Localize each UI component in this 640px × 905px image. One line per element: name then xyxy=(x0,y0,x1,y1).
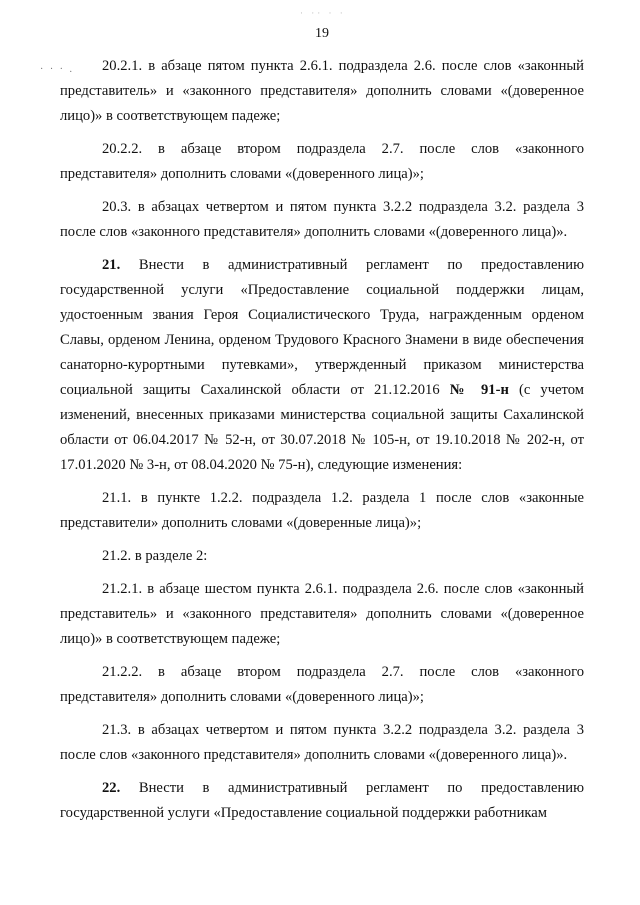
paragraph-text: (с учетом изменений, внесенных приказами министерства социальной защиты Сахалинской области от 06.04.2017 № 52-н, от 30.07.2018 № 105-н, от 19.10.2018 № 202-н, от 17.01.2020 № 3-н, от 08.04.2020 № 75-н), следующие изменения: xyxy=(60,382,584,473)
item-number: 21. xyxy=(102,257,121,273)
paragraph-20-3: 20.3. в абзацах четвертом и пятом пункта 3.2.2 подраздела 3.2. раздела 3 после слов «законного представителя» дополнить словами «(доверенного лица)». xyxy=(60,199,584,240)
paragraph-text: Внести в административный регламент по предоставлению государственной услуги «Предоставление социальной поддержки работникам xyxy=(60,780,584,821)
paragraph-20-2-2: 20.2.2. в абзаце втором подраздела 2.7. после слов «законного представителя» дополнить словами «(доверенного лица)»; xyxy=(60,141,584,182)
order-number: № 91-н xyxy=(449,382,509,398)
paragraph-20-2-1: 20.2.1. в абзаце пятом пункта 2.6.1. подраздела 2.6. после слов «законный представитель» и «законного представителя» дополнить словами «(доверенное лицо)» в соответствующем падеже; xyxy=(60,58,584,124)
paragraph-21-2: 21.2. в разделе 2: xyxy=(102,548,208,564)
paragraph-21-3: 21.3. в абзацах четвертом и пятом пункта 3.2.2 подраздела 3.2. раздела 3 после слов «законного представителя» дополнить словами «(доверенного лица)». xyxy=(60,722,584,763)
paragraph-21-1: 21.1. в пункте 1.2.2. подраздела 1.2. раздела 1 после слов «законные представители» дополнить словами «(доверенные лица)»; xyxy=(60,490,584,531)
paragraph-21-2-1: 21.2.1. в абзаце шестом пункта 2.6.1. подраздела 2.6. после слов «законный представитель» и «законного представителя» дополнить словами «(доверенное лицо)» в соответствующем падеже; xyxy=(60,581,584,647)
page-number: 19 xyxy=(315,26,329,41)
scan-artifact: · · · . xyxy=(40,64,74,75)
item-number: 22. xyxy=(102,780,121,796)
scan-artifact: · ·· · · xyxy=(300,8,346,18)
paragraph-22 xyxy=(60,776,584,826)
paragraph-text: Внести в административный регламент по предоставлению государственной услуги «Предоставление социальной поддержки лицам, удостоенным звания Героя Социалистического Труда, награжденным орденом Славы, орденом Ленина, орденом Трудового Красного Знамени в виде обеспечения санаторно-курортными путевками», утвержденный приказом министерства социальной защиты Сахалинской области от 21.12.2016 xyxy=(60,257,584,398)
paragraph-21-2-2: 21.2.2. в абзаце втором подраздела 2.7. после слов «законного представителя» дополнить словами «(доверенного лица)»; xyxy=(60,664,584,705)
paragraph-21 xyxy=(60,253,584,478)
